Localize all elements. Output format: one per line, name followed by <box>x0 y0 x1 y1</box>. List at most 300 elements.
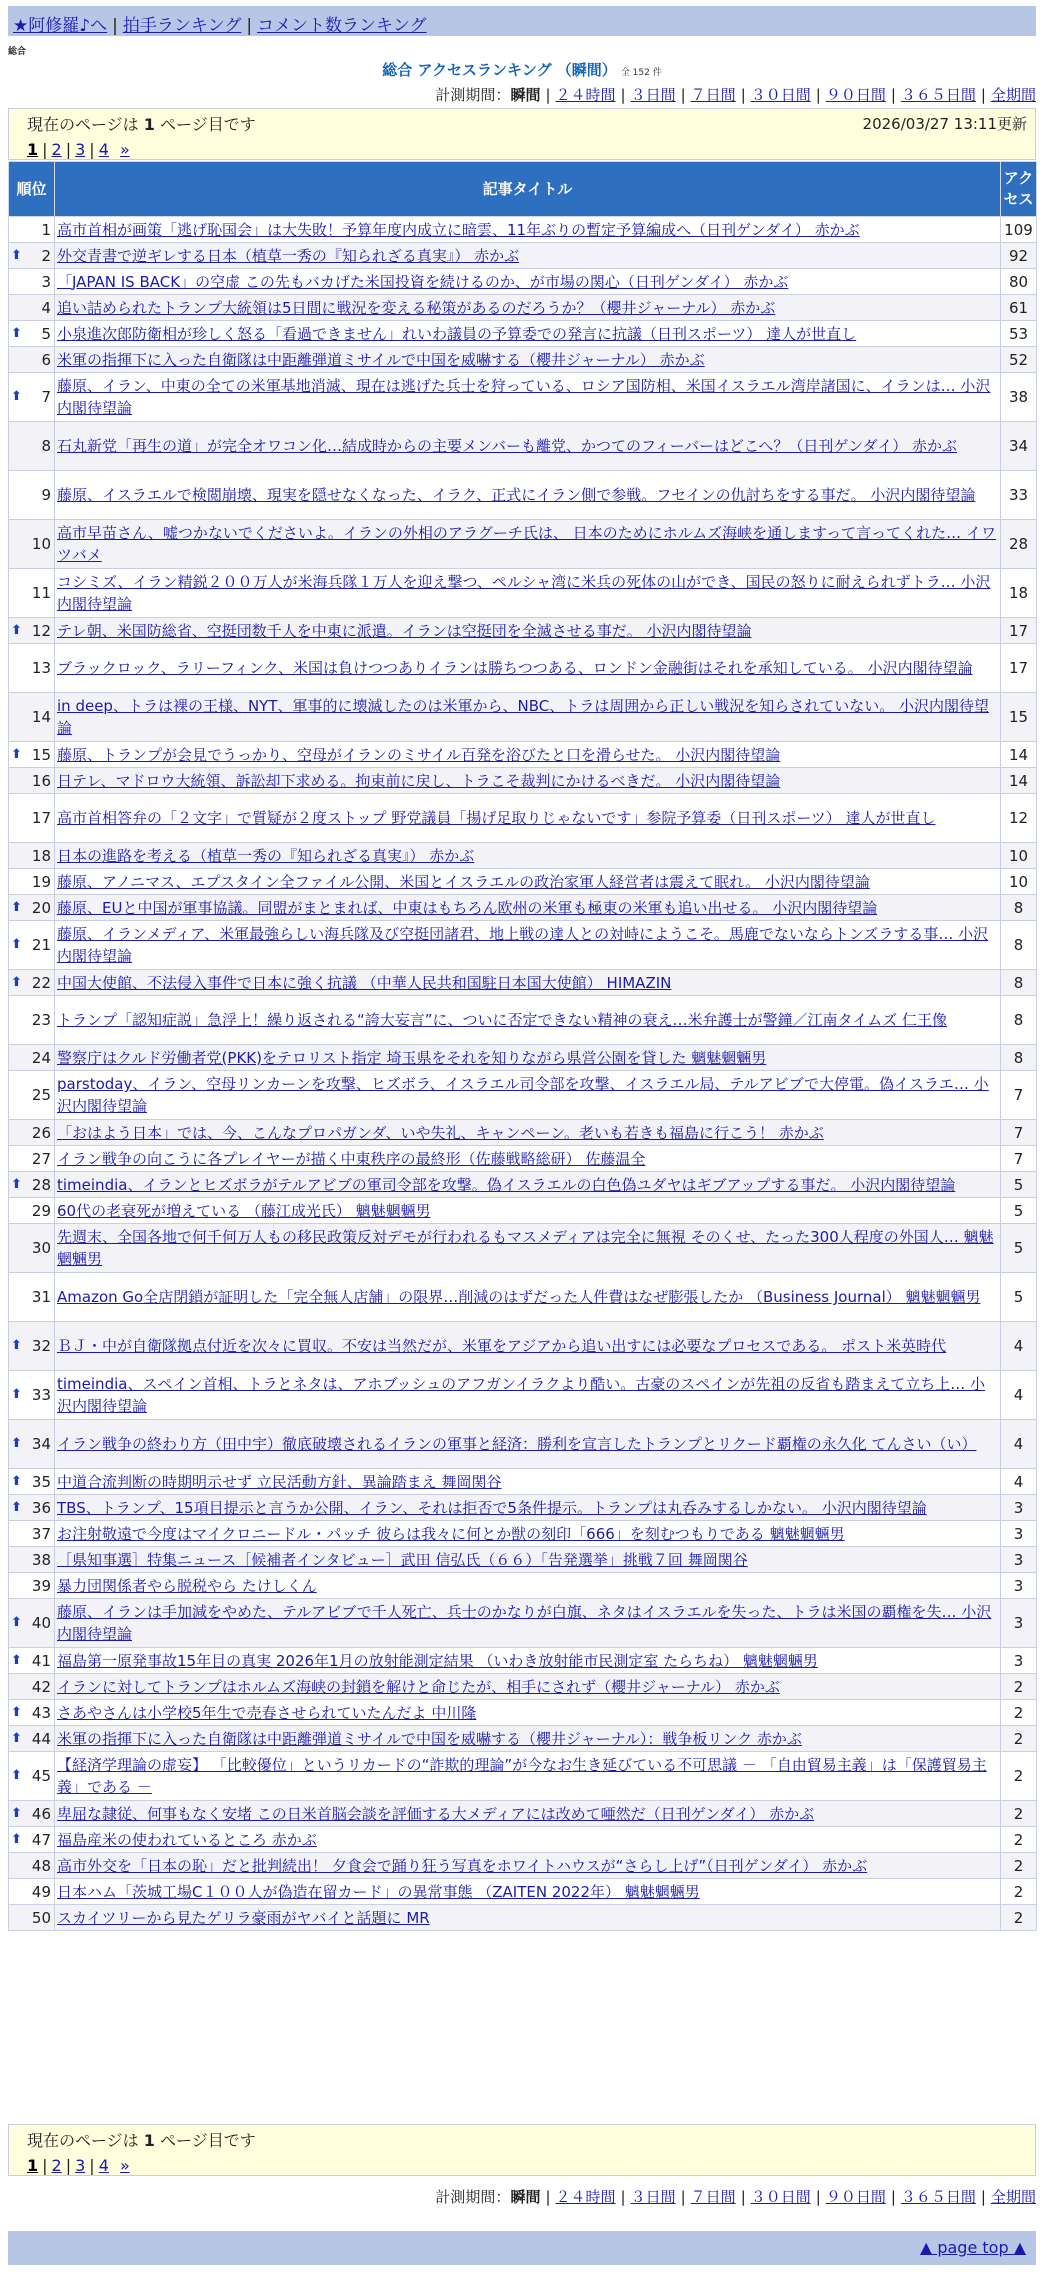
up-arrow-icon: ⬆ <box>11 1387 22 1402</box>
article-link[interactable]: 小泉進次郎防衛相が珍しく怒る「看過できません」れいわ議員の予算委での発言に抗議（日刊スポーツ） 達人が世直し <box>57 324 857 343</box>
rank-number: 3 <box>41 272 51 291</box>
title-cell <box>55 1198 1001 1224</box>
rank-number: 40 <box>31 1614 51 1632</box>
rank-cell <box>9 269 55 295</box>
page-title <box>0 59 1044 80</box>
title-cell <box>55 1879 1001 1905</box>
pager-next-link[interactable]: » <box>119 2156 130 2175</box>
period-link[interactable]: ３日間 <box>630 86 676 104</box>
table-row <box>9 742 1037 768</box>
access-count: 7 <box>1001 1071 1037 1120</box>
table-row <box>9 1198 1037 1224</box>
title-cell <box>55 644 1001 693</box>
clap-ranking-link[interactable]: 拍手ランキング <box>122 16 242 36</box>
access-count: 2 <box>1001 1700 1037 1726</box>
title-cell <box>55 1071 1001 1120</box>
rank-number: 35 <box>31 1472 51 1491</box>
table-row <box>9 269 1037 295</box>
rank-cell <box>9 618 55 644</box>
up-arrow-icon: ⬆ <box>11 389 22 404</box>
pager-separator: | <box>65 2156 72 2175</box>
access-count: 52 <box>1001 347 1037 373</box>
rank-number: 18 <box>31 846 51 865</box>
title-cell <box>55 321 1001 347</box>
access-count: 4 <box>1001 1469 1037 1495</box>
rank-cell <box>9 321 55 347</box>
table-row <box>9 1801 1037 1827</box>
article-link[interactable]: さあやさんは小学校5年生で売春させられていたんだよ 中川隆 <box>57 1703 477 1722</box>
period-link[interactable]: ７日間 <box>690 2188 736 2206</box>
rank-number: 17 <box>31 809 51 827</box>
article-link[interactable]: ［県知事選］特集ニュース［候補者インタビュー］武田 信弘氏（６６）「告発選挙」挑戦７回 舞岡関谷 <box>57 1550 748 1569</box>
pager-page-link[interactable]: 4 <box>98 2156 109 2175</box>
rank-cell <box>9 295 55 321</box>
rank-cell <box>9 1905 55 1931</box>
article-link[interactable]: 福島産米の使われているところ 赤かぶ <box>57 1830 317 1849</box>
rank-number: 38 <box>31 1550 51 1569</box>
title-cell <box>55 1224 1001 1273</box>
period-separator: | <box>545 86 551 104</box>
rank-number: 43 <box>31 1703 51 1722</box>
access-count: 14 <box>1001 768 1037 794</box>
table-row <box>9 1853 1037 1879</box>
table-row <box>9 1495 1037 1521</box>
article-link[interactable]: 藤原、トランプが会見でうっかり、空母がイランのミサイル百発を浴びたと口を滑らせた。 小沢内閣待望論 <box>57 745 781 764</box>
title-cell <box>55 1521 1001 1547</box>
title-cell <box>55 1801 1001 1827</box>
up-arrow-icon: ⬆ <box>11 899 22 915</box>
period-link[interactable]: 全期間 <box>990 86 1036 104</box>
rank-number: 48 <box>31 1856 51 1875</box>
access-count: 2 <box>1001 1752 1037 1801</box>
rank-cell <box>9 1801 55 1827</box>
rank-number: 22 <box>31 973 51 992</box>
nav-separator: | <box>112 16 118 36</box>
up-arrow-icon: ⬆ <box>11 974 22 990</box>
rank-cell <box>9 422 55 471</box>
rank-number: 50 <box>31 1908 51 1927</box>
rank-number: 45 <box>31 1767 51 1785</box>
access-count: 4 <box>1001 1371 1037 1420</box>
page-title-text: 総合 アクセスランキング （瞬間） <box>382 61 617 79</box>
article-link[interactable]: 米軍の指揮下に入った自衛隊は中距離弾道ミサイルで中国を威嚇する（櫻井ジャーナル）：戦争板リンク 赤かぶ <box>57 1729 802 1748</box>
access-count: 14 <box>1001 742 1037 768</box>
up-arrow-icon: ⬆ <box>11 1730 22 1746</box>
title-cell <box>55 1573 1001 1599</box>
article-link[interactable]: 日テレ、マドロウ大統領、訴訟却下求める。拘束前に戻し、トラこそ裁判にかけるべきだ。 小沢内閣待望論 <box>57 771 781 790</box>
table-row <box>9 569 1037 618</box>
article-link[interactable]: ＢＪ・中が自衛隊拠点付近を次々に買収。不安は当然だが、米軍をアジアから追い出すには必要なプロセスである。 ポスト米英時代 <box>57 1337 947 1355</box>
access-count: 2 <box>1001 1905 1037 1931</box>
table-row <box>9 1469 1037 1495</box>
rank-number: 24 <box>31 1048 51 1067</box>
title-cell <box>55 1674 1001 1700</box>
title-cell <box>55 1547 1001 1573</box>
pager-page-link[interactable]: 3 <box>75 140 86 159</box>
period-link[interactable]: ９０日間 <box>825 2188 886 2206</box>
rank-cell <box>9 742 55 768</box>
access-count: 17 <box>1001 644 1037 693</box>
access-count: 8 <box>1001 996 1037 1045</box>
pager-page-link[interactable]: 1 <box>27 2156 39 2175</box>
access-count: 4 <box>1001 1420 1037 1469</box>
access-count: 34 <box>1001 422 1037 471</box>
article-link[interactable]: イラン戦争の終わり方（田中宇）徹底破壊されるイランの軍事と経済：勝利を宣言したトランプとリクード覇権の永久化 てんさい（い） <box>57 1435 977 1453</box>
rank-number: 28 <box>31 1175 51 1194</box>
article-link[interactable]: 追い詰められたトランプ大統領は5日間に戦況を変える秘策があるのだろうか？（櫻井ジャーナル） 赤かぶ <box>57 298 776 317</box>
up-arrow-icon: ⬆ <box>11 1436 22 1451</box>
pager-separator: | <box>42 140 48 159</box>
period-link[interactable]: 全期間 <box>990 2188 1036 2206</box>
pager-page-link[interactable]: 2 <box>51 140 62 159</box>
title-cell <box>55 1322 1001 1371</box>
rank-cell <box>9 1853 55 1879</box>
rank-number: 32 <box>31 1337 51 1355</box>
article-link[interactable]: parstoday、イラン、空母リンカーンを攻撃、ヒズボラ、イスラエル司令部を攻撃、イスラエル局、テルアビブで大停電。偽イスラエ… 小沢内閣待望論 <box>57 1075 989 1115</box>
article-link[interactable]: テレ朝、米国防総省、空挺団数千人を中東に派遣。イランは空挺団を全滅させる事だ。 小沢内閣待望論 <box>57 621 752 640</box>
rank-cell <box>9 1573 55 1599</box>
title-cell <box>55 347 1001 373</box>
rank-number: 21 <box>31 936 51 954</box>
rank-cell <box>9 644 55 693</box>
rank-cell <box>9 1879 55 1905</box>
up-arrow-icon: ⬆ <box>11 1704 22 1720</box>
period-link[interactable]: ２４時間 <box>555 2188 616 2206</box>
rank-cell <box>9 217 55 243</box>
rank-cell <box>9 1495 55 1521</box>
title-cell <box>55 373 1001 422</box>
table-row <box>9 843 1037 869</box>
title-cell <box>55 693 1001 742</box>
up-arrow-icon: ⬆ <box>11 1615 22 1630</box>
article-link[interactable]: 日本ハム「茨城工場C１００人が偽造在留カード」の異常事態 （ZAITEN 2022年） 魑魅魍魎男 <box>57 1882 700 1901</box>
rank-cell <box>9 1648 55 1674</box>
article-link[interactable]: イランに対してトランプはホルムズ海峡の封鎖を解けと命じたが、相手にされず（櫻井ジャーナル） 赤かぶ <box>57 1677 780 1696</box>
pager-page-link[interactable]: 2 <box>51 2156 62 2175</box>
access-count: 80 <box>1001 269 1037 295</box>
article-link[interactable]: timeindia、スペイン首相、トラとネタは、アホブッシュのアフガンイラクより酷い。古豪のスペインが先祖の反省も踏まえて立ち上… 小沢内閣待望論 <box>57 1375 985 1415</box>
title-cell <box>55 869 1001 895</box>
access-count: 2 <box>1001 1879 1037 1905</box>
article-link[interactable]: TBS、トランプ、15項目提示と言うか公開、イラン、それは拒否で5条件提示。トランプは丸呑みするしかない。 小沢内閣待望論 <box>57 1498 927 1517</box>
rank-number: 8 <box>41 437 51 455</box>
up-arrow-icon: ⬆ <box>11 1768 22 1783</box>
table-row <box>9 1827 1037 1853</box>
access-count: 3 <box>1001 1648 1037 1674</box>
access-count: 18 <box>1001 569 1037 618</box>
rank-number: 34 <box>31 1435 51 1453</box>
pager-page-link[interactable]: 3 <box>75 2156 86 2175</box>
title-cell <box>55 895 1001 921</box>
ranking-table <box>8 161 1037 1931</box>
table-row <box>9 471 1037 520</box>
title-cell <box>55 1726 1001 1752</box>
rank-cell <box>9 347 55 373</box>
article-link[interactable]: トランプ「認知症説」急浮上！繰り返される“誇大妄言”に、ついに否定できない精神の衰え…米弁護士が警鐘／江南タイムズ 仁王像 <box>57 1011 948 1029</box>
title-cell <box>55 269 1001 295</box>
nav-separator: | <box>246 16 253 36</box>
article-link[interactable]: 福島第一原発事故15年目の真実 2026年1月の放射能測定結果 （いわき放射能市民測定室 たらちね） 魑魅魍魎男 <box>57 1651 818 1670</box>
page-top-link[interactable]: ▲ page top ▲ <box>919 2238 1026 2257</box>
period-separator: | <box>815 2188 821 2206</box>
rank-number: 4 <box>41 298 51 317</box>
period-separator: | <box>980 2188 986 2206</box>
up-arrow-icon: ⬆ <box>11 1831 22 1847</box>
article-link[interactable]: 高市早苗さん、嘘つかないでくださいよ。イランの外相のアラグーチ氏は、 日本のためにホルムズ海峡を通しますって言ってくれた… イワツバメ <box>57 524 996 564</box>
table-row <box>9 895 1037 921</box>
access-count: 3 <box>1001 1547 1037 1573</box>
table-row <box>9 295 1037 321</box>
period-link[interactable]: ９０日間 <box>825 86 886 104</box>
period-label: 計測期間： <box>435 86 511 104</box>
table-row <box>9 1273 1037 1322</box>
rank-cell <box>9 1273 55 1322</box>
title-cell <box>55 996 1001 1045</box>
rank-cell <box>9 895 55 921</box>
title-cell <box>55 243 1001 269</box>
article-link[interactable]: イラン戦争の向こうに各プレイヤーが描く中東秩序の最終形（佐藤戦略総研） 佐藤温全 <box>57 1149 646 1168</box>
article-link[interactable]: 藤原、イラン、中東の全ての米軍基地消滅、現在は逃げた兵士を狩っている、ロシア国防相、米国イスラエル湾岸諸国に、イランは… 小沢内閣待望論 <box>57 377 991 417</box>
article-link[interactable]: 高市首相答弁の「２文字」で質疑が２度ストップ 野党議員「揚げ足取りじゃないです」参院予算委（日刊スポーツ） 達人が世直し <box>57 809 936 827</box>
table-row <box>9 1172 1037 1198</box>
access-count: 2 <box>1001 1827 1037 1853</box>
rank-cell <box>9 1469 55 1495</box>
title-cell <box>55 618 1001 644</box>
article-link[interactable]: スカイツリーから見たゲリラ豪雨がヤバイと話題に MR <box>57 1908 430 1927</box>
rank-number: 7 <box>41 388 51 406</box>
rank-cell <box>9 569 55 618</box>
rank-number: 15 <box>31 745 51 764</box>
article-link[interactable]: 卑屈な隷従、何事もなく安堵 この日米首脳会談を評価する大メディアには改めて唖然だ（日刊ゲンダイ） 赤かぶ <box>57 1804 815 1823</box>
period-link[interactable]: ３６５日間 <box>900 86 976 104</box>
title-cell <box>55 1469 1001 1495</box>
pager-page-link[interactable]: 4 <box>98 140 109 159</box>
article-link[interactable]: 60代の老衰死が増えている （藤江成光氏） 魑魅魍魎男 <box>57 1201 431 1220</box>
table-row <box>9 970 1037 996</box>
title-cell <box>55 921 1001 970</box>
title-cell <box>55 1853 1001 1879</box>
title-cell <box>55 422 1001 471</box>
rank-cell <box>9 520 55 569</box>
rank-number: 44 <box>31 1729 51 1748</box>
access-count: 33 <box>1001 471 1037 520</box>
period-link[interactable]: ３０日間 <box>750 2188 811 2206</box>
rank-cell <box>9 970 55 996</box>
article-link[interactable]: 中国大使館、不法侵入事件で日本に強く抗議 （中華人民共和国駐日本国大使館） HIMAZIN <box>57 973 672 992</box>
rank-cell <box>9 1521 55 1547</box>
rank-number: 33 <box>31 1386 51 1404</box>
table-row <box>9 1322 1037 1371</box>
rank-cell <box>9 1726 55 1752</box>
table-row <box>9 243 1037 269</box>
rank-number: 37 <box>31 1524 51 1543</box>
table-row <box>9 1879 1037 1905</box>
article-link[interactable]: 「おはよう日本」では、今、こんなプロパガンダ、いや失礼、キャンペーン。老いも若きも福島に行こう！ 赤かぶ <box>57 1123 824 1142</box>
period-separator: | <box>545 2188 551 2206</box>
rank-number: 30 <box>31 1239 51 1257</box>
pager-separator: | <box>89 2156 95 2175</box>
title-cell <box>55 569 1001 618</box>
access-count: 2 <box>1001 1674 1037 1700</box>
rank-number: 6 <box>41 350 51 369</box>
period-link[interactable]: ３日間 <box>630 2188 676 2206</box>
article-link[interactable]: 外交青書で逆ギレする日本（植草一秀の『知られざる真実』） 赤かぶ <box>57 246 520 265</box>
period-separator: | <box>980 86 986 104</box>
access-count: 5 <box>1001 1198 1037 1224</box>
access-count: 12 <box>1001 794 1037 843</box>
article-link[interactable]: 藤原、EUと中国が軍事協議。同盟がまとまれば、中東はもちろん欧州の米軍も極東の米軍も追い出せる。 小沢内閣待望論 <box>57 898 878 917</box>
comment-ranking-link[interactable]: コメント数ランキング <box>257 16 427 36</box>
access-count: 3 <box>1001 1521 1037 1547</box>
rank-cell <box>9 921 55 970</box>
access-count: 15 <box>1001 693 1037 742</box>
access-count: 3 <box>1001 1495 1037 1521</box>
table-row <box>9 1371 1037 1420</box>
article-link[interactable]: 高市外交を「日本の恥」だと批判続出！ 夕食会で踊り狂う写真をホワイトハウスが“さらし上げ”（日刊ゲンダイ） 赤かぶ <box>57 1856 868 1875</box>
up-arrow-icon: ⬆ <box>11 622 22 638</box>
table-row <box>9 644 1037 693</box>
rank-number: 36 <box>31 1498 51 1517</box>
table-row <box>9 618 1037 644</box>
article-link[interactable]: 藤原、イスラエルで検閲崩壊、現実を隠せなくなった、イラク、正式にイラン側で参戦。フセインの仇討ちをする事だ。 小沢内閣待望論 <box>57 486 976 504</box>
period-separator: | <box>740 2188 746 2206</box>
table-row <box>9 347 1037 373</box>
article-link[interactable]: 米軍の指揮下に入った自衛隊は中距離弾道ミサイルで中国を威嚇する（櫻井ジャーナル） 赤かぶ <box>57 350 705 369</box>
access-count: 53 <box>1001 321 1037 347</box>
period-link[interactable]: ７日間 <box>690 86 736 104</box>
rank-number: 39 <box>31 1576 51 1595</box>
table-row <box>9 1045 1037 1071</box>
access-count: 109 <box>1001 217 1037 243</box>
title-cell <box>55 471 1001 520</box>
article-link[interactable]: 暴力団関係者やら脱税やら たけしくん <box>57 1576 317 1595</box>
title-cell <box>55 520 1001 569</box>
bottom-bar <box>8 2231 1036 2265</box>
article-link[interactable]: timeindia、イランとヒズボラがテルアビブの軍司令部を攻撃。偽イスラエルの白色偽ユダヤはギブアップする事だ。 小沢内閣待望論 <box>57 1175 956 1194</box>
article-link[interactable]: in deep、トラは裸の王様、NYT、軍事的に壊滅したのは米軍から、NBC、トラは周囲から正しい戦況を知らされていない。 小沢内閣待望論 <box>57 697 989 737</box>
article-link[interactable]: Amazon Go全店閉鎖が証明した「完全無人店舗」の限界…削減のはずだった人件費はなぜ膨張したか （Business Journal） 魑魅魍魎男 <box>57 1288 981 1306</box>
period-current: 瞬間 <box>510 86 541 104</box>
pager-next-link[interactable]: » <box>119 140 130 159</box>
article-link[interactable]: 【経済学理論の虚妄】 「比較優位」というリカードの“詐欺的理論”が今なお生き延びている不可思議 － 「自由貿易主義」は「保護貿易主義」である － <box>57 1756 987 1796</box>
period-separator: | <box>890 2188 896 2206</box>
pager-separator: | <box>89 140 95 159</box>
title-cell <box>55 1420 1001 1469</box>
pager-separator: | <box>42 2156 48 2175</box>
table-row <box>9 768 1037 794</box>
rank-header: 順位 <box>9 162 55 217</box>
access-count: 3 <box>1001 1599 1037 1648</box>
table-row <box>9 1146 1037 1172</box>
table-row <box>9 422 1037 471</box>
rank-cell <box>9 1146 55 1172</box>
title-cell <box>55 1045 1001 1071</box>
article-link[interactable]: 藤原、イランメディア、米軍最強らしい海兵隊及び空挺団諸君、地上戦の達人との対峙にようこそ。馬鹿でないならトンズラする事… 小沢内閣待望論 <box>57 925 989 965</box>
rank-cell <box>9 1120 55 1146</box>
up-arrow-icon: ⬆ <box>11 1338 22 1353</box>
pager-top <box>27 140 1017 159</box>
access-count: 5 <box>1001 1224 1037 1273</box>
title-cell <box>55 1648 1001 1674</box>
home-link[interactable]: ★阿修羅♪へ <box>13 16 108 36</box>
rank-cell <box>9 869 55 895</box>
table-row <box>9 1224 1037 1273</box>
article-link[interactable]: 先週末、全国各地で何千何万人もの移民政策反対デモが行われるもマスメディアは完全に無視 そのくせ、たった300人程度の外国人… 魑魅魍魎男 <box>57 1228 994 1268</box>
rank-cell <box>9 471 55 520</box>
up-arrow-icon: ⬆ <box>11 1176 22 1192</box>
up-arrow-icon: ⬆ <box>11 1473 22 1489</box>
rank-number: 41 <box>31 1651 51 1670</box>
access-count: 7 <box>1001 1146 1037 1172</box>
access-count: 10 <box>1001 843 1037 869</box>
article-link[interactable]: 藤原、アノニマス、エプスタイン全ファイル公開、米国とイスラエルの政治家軍人経営者は震えて眠れ。 小沢内閣待望論 <box>57 872 870 891</box>
table-row <box>9 1573 1037 1599</box>
article-link[interactable]: 石丸新党「再生の道」が完全オワコン化…結成時からの主要メンバーも離党、かつてのフィーバーはどこへ？（日刊ゲンダイ） 赤かぶ <box>57 437 957 455</box>
rank-number: 31 <box>31 1288 51 1306</box>
period-link[interactable]: ２４時間 <box>555 86 616 104</box>
article-link[interactable]: コシミズ、イラン精鋭２００万人が米海兵隊１万人を迎え撃つ、ペルシャ湾に米兵の死体の山ができ、国民の怒りに耐えられずトラ… 小沢内閣待望論 <box>57 573 991 613</box>
period-link[interactable]: ３６５日間 <box>900 2188 976 2206</box>
rank-cell <box>9 1599 55 1648</box>
rank-number: 46 <box>31 1804 51 1823</box>
article-link[interactable]: お注射敬遠で今度はマイクロニードル・パッチ 彼らは我々に何とか獣の刻印「666」を刻むつもりである 魑魅魍魎男 <box>57 1524 845 1543</box>
access-count: 2 <box>1001 1853 1037 1879</box>
rank-number: 16 <box>31 771 51 790</box>
rank-number: 13 <box>31 659 51 677</box>
rank-number: 10 <box>31 535 51 553</box>
article-link[interactable]: 藤原、イランは手加減をやめた、テルアビブで千人死亡、兵士のかなりが白旗、ネタはイスラエルを失った、トラは米国の覇権を失… 小沢内閣待望論 <box>57 1603 992 1643</box>
up-arrow-icon: ⬆ <box>11 1805 22 1821</box>
title-cell <box>55 1827 1001 1853</box>
article-link[interactable]: 中道合流判断の時期明示せず 立民活動方針、異論踏まえ 舞岡関谷 <box>57 1472 502 1491</box>
rank-cell <box>9 843 55 869</box>
period-separator: | <box>740 86 746 104</box>
table-row <box>9 921 1037 970</box>
rank-cell <box>9 373 55 422</box>
rank-cell <box>9 693 55 742</box>
rank-cell <box>9 1198 55 1224</box>
article-link[interactable]: 日本の進路を考える（植草一秀の『知られざる真実』） 赤かぶ <box>57 846 475 865</box>
article-link[interactable]: 高市首相が画策「逃げ恥国会」は大失敗！予算年度内成立に暗雲、11年ぶりの暫定予算編成へ（日刊ゲンダイ） 赤かぶ <box>57 220 860 239</box>
table-row <box>9 1700 1037 1726</box>
breadcrumb: 総合 <box>8 47 27 57</box>
rank-cell <box>9 1371 55 1420</box>
table-row <box>9 1071 1037 1120</box>
pager-page-link[interactable]: 1 <box>27 140 39 159</box>
title-cell <box>55 1905 1001 1931</box>
rank-number: 19 <box>31 872 51 891</box>
title-cell <box>55 1495 1001 1521</box>
table-row <box>9 1648 1037 1674</box>
title-cell <box>55 794 1001 843</box>
table-row <box>9 1726 1037 1752</box>
title-cell <box>55 1371 1001 1420</box>
title-cell <box>55 1146 1001 1172</box>
title-header: 記事タイトル <box>55 162 1001 217</box>
title-cell <box>55 1172 1001 1198</box>
rank-cell <box>9 1045 55 1071</box>
access-count: 5 <box>1001 1273 1037 1322</box>
article-link[interactable]: 「JAPAN IS BACK」の空虚 この先もバカげた米国投資を続けるのか、が市場の関心（日刊ゲンダイ） 赤かぶ <box>57 272 789 291</box>
period-link[interactable]: ３０日間 <box>750 86 811 104</box>
access-count: 10 <box>1001 869 1037 895</box>
top-nav-bar <box>8 6 1036 36</box>
period-label: 計測期間： <box>435 2188 511 2206</box>
rank-number: 23 <box>31 1011 51 1029</box>
article-link[interactable]: 警察庁はクルド労働者党(PKK)をテロリスト指定 埼玉県をそれを知りながら県営公園を貸した 魑魅魍魎男 <box>57 1048 767 1067</box>
article-link[interactable]: ブラックロック、ラリーフィンク、米国は負けつつありイランは勝ちつつある、ロンドン金融街はそれを承知している。 小沢内閣待望論 <box>57 659 973 677</box>
rank-number: 12 <box>31 621 51 640</box>
